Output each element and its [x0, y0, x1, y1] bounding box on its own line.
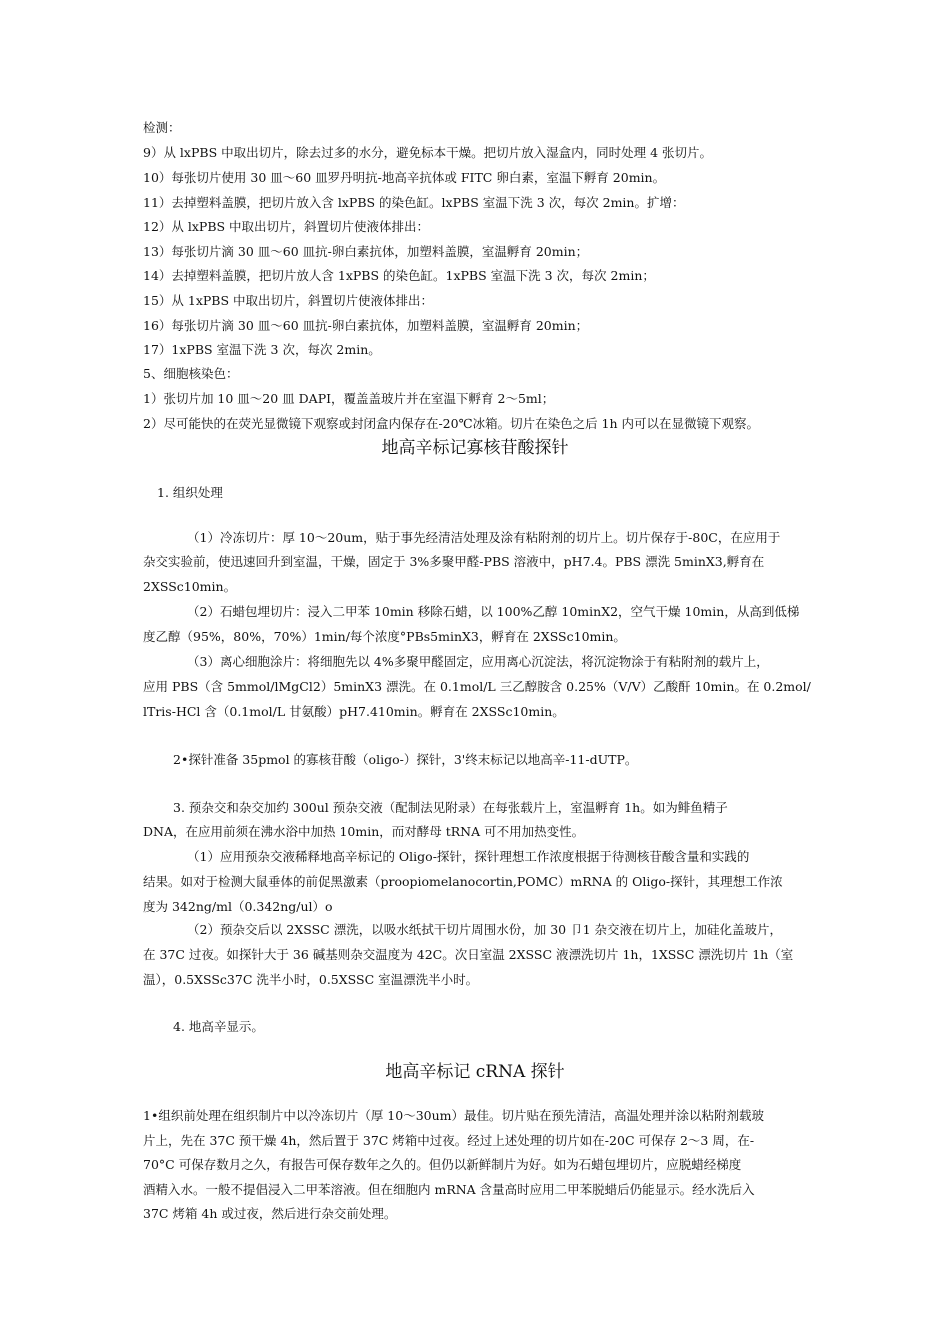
section-title-oligo: 地高辛标记寡核苷酸探针 [381, 438, 569, 458]
paragraph-frozen-section [187, 526, 780, 551]
paragraph-paraffin-section-cont [143, 625, 626, 650]
paragraph-line: 酒精入水。一般不提倡浸入二甲苯溶液。但在细胞内 mRNA 含量高时应用二甲苯脱蜡后仍能显示。经水洗后入 [143, 1181, 755, 1197]
paragraph-cytospin [187, 650, 769, 675]
paragraph-line: 2XSSc10min。 [143, 578, 237, 594]
paragraph-line: 在 37C 过夜。如探针大于 36 碱基则杂交温度为 42C。次日室温 2XSSC 液漂洗切片 1h，1XSSC 漂洗切片 1h（室 [143, 947, 794, 962]
paragraph-line: 度为 342ng/ml（0.342ng/ul）o [143, 898, 333, 914]
detect-step: 16）每张切片滴 30 皿～60 皿抗-卵白素抗体，加塑料盖膜，室温孵育 20min； [143, 318, 589, 333]
paragraph-line: 37C 烤箱 4h 或过夜，然后进行杂交前处理。 [143, 1206, 397, 1221]
detect-step: 13）每张切片滴 30 皿～60 皿抗-卵白素抗体，加塑料盖膜，室温孵育 20min； [143, 244, 589, 259]
paragraph-line: DNA，在应用前须在沸水浴中加热 10min，而对酵母 tRNA 可不用加热变性。 [143, 824, 585, 839]
paragraph-line: 4. 地高辛显示。 [173, 1019, 264, 1034]
paragraph-line: 片上，先在 37C 预干燥 4h，然后置于 37C 烤箱中过夜。经过上述处理的切片如在-20C 可保存 2～3 周，在- [143, 1132, 755, 1148]
paragraph-line: 度乙醇（95%，80%，70%）1min/每个浓度°PBs5minX3，孵育在 2XSSc10min。 [143, 629, 626, 644]
subsection-heading: 1. 组织处理 [157, 485, 223, 500]
nuclear-stain-step: 2）尽可能快的在荧光显微镜下观察或封闭盒内保存在-20℃冰箱。切片在染色之后 1h 内可以在显微镜下观察。 [143, 416, 760, 431]
paragraph-line: （3）离心细胞涂片：将细胞先以 4%多聚甲醛固定，应用离心沉淀法，将沉淀物涂于有粘附剂的载片上， [187, 654, 769, 669]
paragraph-line: （1）应用预杂交液稀释地高辛标记的 Oligo-探针，探针理想工作浓度根据于待测核苷酸含量和实践的 [187, 849, 750, 864]
paragraph-line: 温），0.5XSSc37C 洗半小时，0.5XSSC 室温漂洗半小时。 [143, 971, 479, 987]
paragraph-line: 结果。如对于检测大鼠垂体的前促黑激素（proopiomelanocortin,POMC）mRNA 的 Oligo-探针，其理想工作浓 [143, 874, 783, 889]
detect-step: 14）去掉塑料盖膜，把切片放人含 1xPBS 的染色缸。1xPBS 室温下洗 3 次，每次 2min； [143, 268, 655, 283]
detect-step: 12）从 lxPBS 中取出切片，斜置切片使液体排出： [143, 219, 430, 234]
paragraph-tissue-pretreatment [143, 1104, 764, 1227]
paragraph-line: 杂交实验前，使迅速回升到室温，干燥，固定于 3%多聚甲醛-PBS 溶液中，pH7.4。PBS 漂洗 5minX3,孵育在 [143, 554, 765, 569]
paragraph-line: （2）石蜡包埋切片：浸入二甲苯 10min 移除石蜡，以 100%乙醇 10minX2，空气干燥 10min，从高到低梯 [187, 604, 800, 619]
paragraph-line: 应用 PBS（含 5mmol/lMgCl2）5minX3 漂洗。在 0.1mol/L 三乙醇胺含 0.25%（V/V）乙酸酐 10min。在 0.2mol/ [143, 679, 811, 694]
detect-heading: 检测： [143, 120, 181, 135]
paragraph-line: （1）冷冻切片：厚 10～20um，贴于事先经清洁处理及涂有粘附剂的切片上。切片保存于-80C，在应用于 [187, 530, 781, 545]
paragraph-probe-dilution [187, 845, 749, 870]
paragraph-probe-dilution-cont [143, 870, 783, 919]
paragraph-frozen-section-cont [143, 550, 764, 599]
paragraph-dig-detection [173, 1015, 264, 1040]
paragraph-hybridization-wash-cont [143, 943, 793, 992]
detect-step: 15）从 1xPBS 中取出切片，斜置切片使液体排出： [143, 293, 434, 308]
paragraph-line: lTris-HCl 含（0.1mol/L 甘氨酸）pH7.410min。孵育在 2XSSc10min。 [143, 703, 565, 719]
paragraph-prehybridization [173, 796, 728, 821]
paragraph-hybridization-wash [187, 918, 782, 943]
detect-step: 17）1xPBS 室温下洗 3 次，每次 2min。 [143, 342, 381, 357]
paragraph-line: 2•探针准备 35pmol 的寡核苷酸（oligo-）探针，3'终末标记以地高辛-11-dUTP。 [173, 752, 638, 767]
nuclear-stain-heading: 5、细胞核染色： [143, 366, 239, 381]
detect-step: 11）去掉塑料盖膜，把切片放入含 lxPBS 的染色缸。lxPBS 室温下洗 3 次，每次 2min。扩增： [143, 195, 685, 210]
detect-step: 10）每张切片使用 30 皿～60 皿罗丹明抗-地高辛抗体或 FITC 卵白素，室温下孵育 20min。 [143, 170, 666, 185]
nuclear-stain-step: 1）张切片加 10 皿～20 皿 DAPI，覆盖盖玻片并在室温下孵育 2～5ml； [143, 391, 555, 406]
paragraph-line: 3. 预杂交和杂交加约 300ul 预杂交液（配制法见附录）在每张载片上，室温孵育 1h。如为鲱鱼精子 [173, 800, 728, 815]
paragraph-line: （2）预杂交后以 2XSSC 漂洗，以吸水纸拭干切片周围水份，加 30 卩1 杂交液在切片上，加硅化盖玻片， [187, 922, 783, 937]
paragraph-line: 1•组织前处理在组织制片中以冷冻切片（厚 10～30um）最佳。切片贴在预先清洁，高温处理并涂以粘附剂载玻 [143, 1108, 765, 1123]
paragraph-paraffin-section [187, 600, 799, 625]
detect-step: 9）从 lxPBS 中取出切片，除去过多的水分，避免标本干燥。把切片放入湿盒内，同时处理 4 张切片。 [143, 145, 713, 160]
paragraph-prehybridization-cont [143, 820, 584, 845]
section-title-crna: 地高辛标记 cRNA 探针 [385, 1062, 565, 1082]
paragraph-probe-prep [173, 748, 637, 773]
paragraph-line: 70°C 可保存数月之久，有报告可保存数年之久的。但仍以新鲜制片为好。如为石蜡包埋切片，应脱蜡经梯度 [143, 1157, 742, 1172]
paragraph-cytospin-cont [143, 675, 811, 724]
